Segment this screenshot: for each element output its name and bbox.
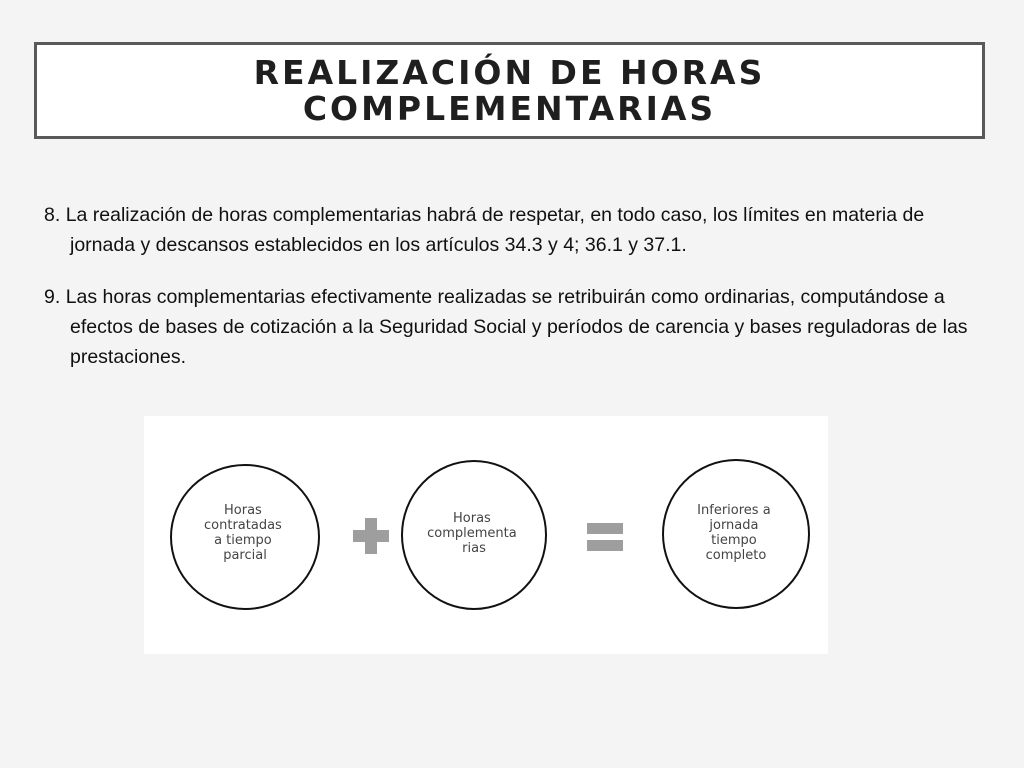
circle-2-line: rias: [462, 541, 486, 556]
paragraph-text: Las horas complementarias efectivamente realizadas se retribuirán como ordinarias, computándose a efectos de bases de cotización a la Seguridad Social y períodos de carencia y bases reguladoras de las prestaciones.: [65, 286, 968, 368]
plus-icon: [353, 518, 389, 554]
circle-2-line: Horas: [453, 511, 491, 526]
circle-3-line: completo: [705, 548, 767, 563]
circle-1-line: a tiempo: [214, 533, 272, 548]
paragraph-9: [44, 282, 984, 372]
hours-equation-diagram: [144, 416, 828, 654]
paragraph-number: 8.: [44, 204, 61, 226]
diagram-svg: [144, 416, 828, 654]
slide-title-line-2: COMPLEMENTARIAS: [302, 88, 717, 128]
circle-3-line: Inferiores a: [697, 503, 771, 518]
paragraph-8: [44, 200, 984, 260]
circle-1-line: Horas: [224, 503, 262, 518]
equals-icon: [587, 523, 623, 551]
body-text: [44, 200, 984, 394]
circle-1-line: parcial: [223, 548, 267, 563]
circle-1-line: contratadas: [204, 518, 282, 533]
circle-3-line: jornada: [709, 518, 759, 533]
circle-2-line: complementa: [427, 526, 517, 541]
circle-3-line: tiempo: [711, 533, 757, 548]
paragraph-number: 9.: [44, 286, 61, 308]
paragraph-text: La realización de horas complementarias habrá de respetar, en todo caso, los límites en materia de jornada y descansos establecidos en los artículos 34.3 y 4; 36.1 y 37.1.: [65, 204, 925, 256]
slide-title-line-1: REALIZACIÓN DE HORAS: [253, 52, 766, 92]
title-box: [34, 42, 985, 139]
